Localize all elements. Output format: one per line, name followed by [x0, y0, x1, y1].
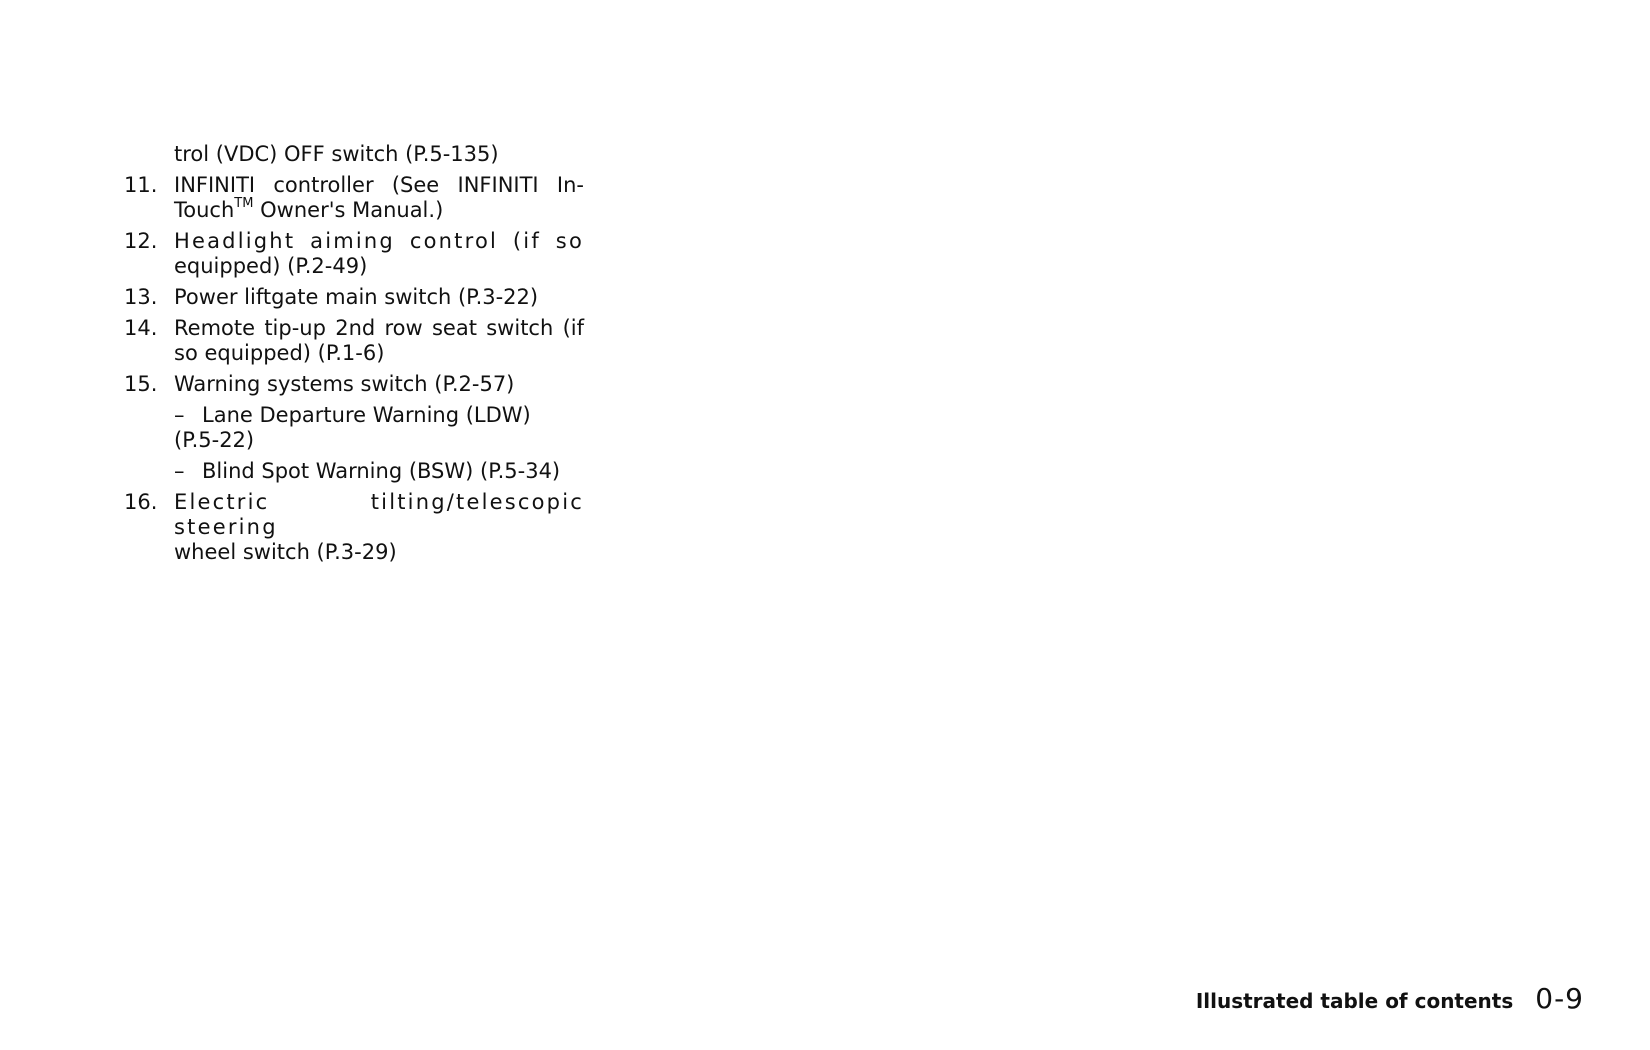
list-item-14	[124, 316, 584, 366]
list-item-11	[124, 173, 584, 223]
list-item-15	[124, 372, 584, 397]
item-text-line-2: wheel switch (P.3-29)	[174, 540, 397, 564]
item-number: 16.	[124, 490, 158, 514]
trademark-sup: TM	[234, 196, 254, 211]
sub-item-ldw	[124, 403, 584, 453]
item-text-line-1: Electric tilting/telescopic steering	[174, 490, 584, 539]
item-number: 12.	[124, 229, 158, 253]
item-number: 13.	[124, 285, 158, 309]
sub-item-text-line-1: Lane Departure Warning (LDW)	[202, 403, 531, 427]
content-column	[124, 142, 584, 571]
item-text-line-2: so equipped) (P.1-6)	[174, 341, 385, 365]
item-text-line-2: equipped) (P.2-49)	[174, 254, 368, 278]
item-number: 14.	[124, 316, 158, 340]
item-number: 15.	[124, 372, 158, 396]
sub-item-text-line-1: Blind Spot Warning (BSW) (P.5-34)	[202, 459, 561, 483]
continued-text: trol (VDC) OFF switch (P.5-135)	[174, 142, 499, 166]
list-item-12	[124, 229, 584, 279]
sub-item-text	[202, 459, 584, 484]
item-text	[174, 490, 584, 565]
sub-item-bsw	[124, 459, 584, 484]
item-text	[174, 372, 584, 397]
dash-bullet: –	[174, 403, 185, 427]
sub-item-text-line-2: (P.5-22)	[174, 428, 255, 452]
item-text	[174, 173, 584, 223]
list-item-16	[124, 490, 584, 565]
page-number: 0-9	[1535, 982, 1584, 1015]
item-text-line-1: Power liftgate main switch (P.3-22)	[174, 285, 539, 309]
owners-manual-text: Owner's Manual.)	[253, 198, 444, 222]
list-item-13	[124, 285, 584, 310]
item-text-line-1: INFINITI controller (See INFINITI In-	[174, 173, 584, 197]
item-text	[174, 229, 584, 279]
item-text-line-1: Warning systems switch (P.2-57)	[174, 372, 515, 396]
item-text-line-2	[174, 198, 443, 222]
item-text-line-1: Remote tip-up 2nd row seat switch (if	[174, 316, 584, 340]
item-number: 11.	[124, 173, 158, 197]
item-text	[174, 316, 584, 366]
item-text	[174, 285, 584, 310]
dash-bullet: –	[174, 459, 185, 483]
page-footer	[1196, 982, 1584, 1015]
touch-text: Touch	[174, 198, 235, 222]
section-title: Illustrated table of contents	[1195, 989, 1514, 1013]
sub-item-text	[174, 403, 584, 453]
item-text-line-1: Headlight aiming control (if so	[174, 229, 584, 253]
